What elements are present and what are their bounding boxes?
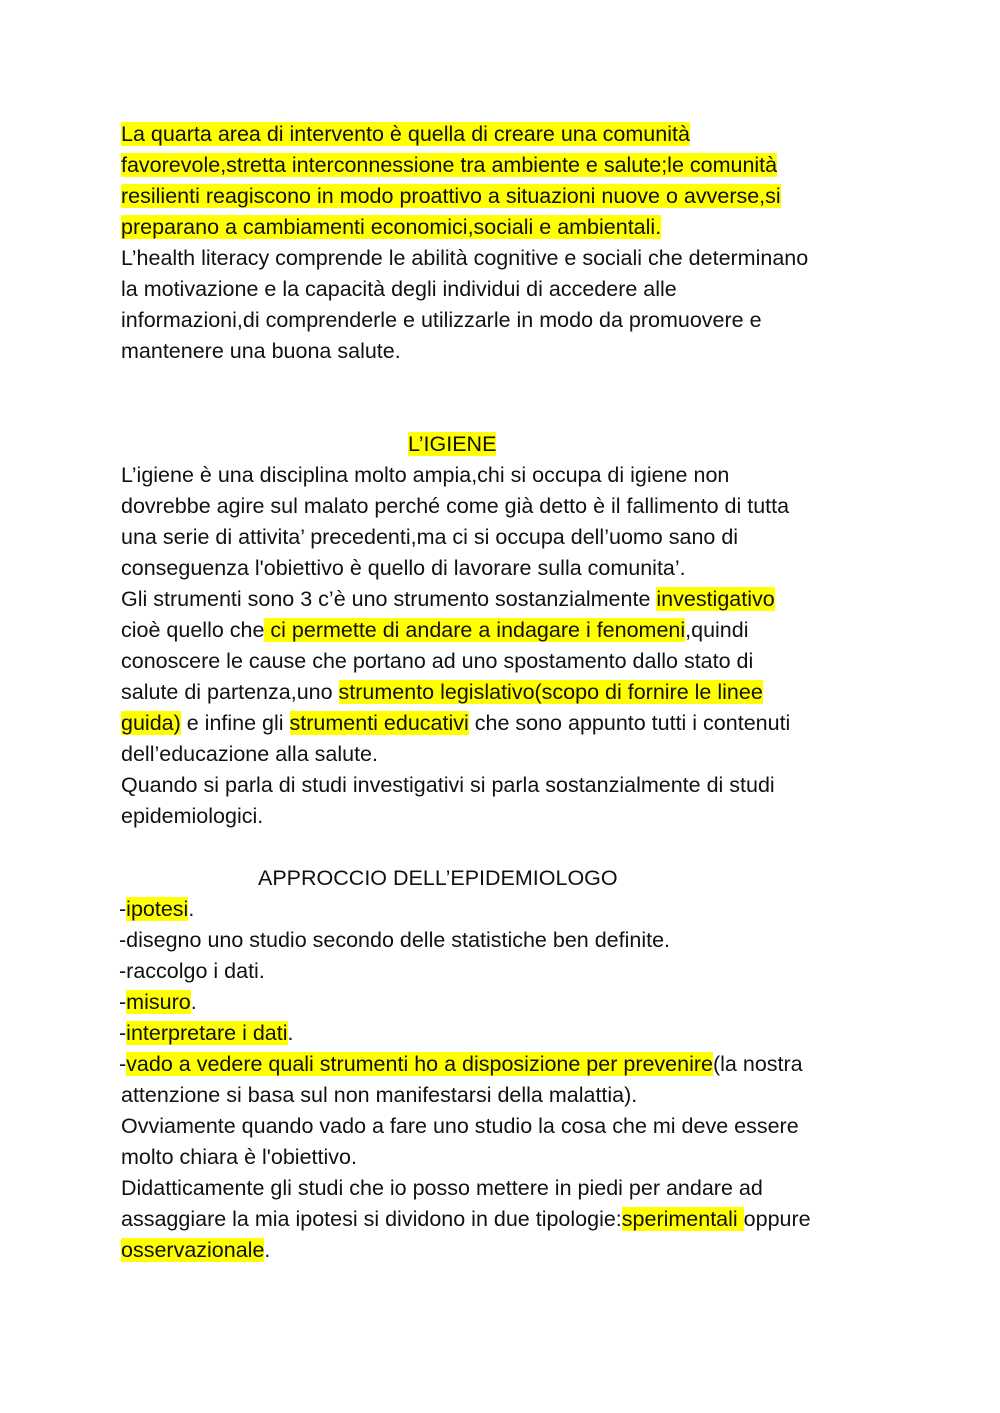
text-line: dell’educazione alla salute. xyxy=(121,742,378,766)
document-body xyxy=(121,119,911,1266)
paragraph-health-literacy xyxy=(121,243,911,367)
highlighted-text: strumento legislativo(scopo di fornire le linee xyxy=(338,680,763,704)
paragraph-igiene xyxy=(121,460,911,584)
list-item xyxy=(119,1018,911,1049)
text-line: attenzione si basa sul non manifestarsi della malattia). xyxy=(121,1083,638,1107)
list-item xyxy=(119,987,911,1018)
paragraph-tipologie xyxy=(121,1173,911,1266)
text-line: la motivazione e la capacità degli individui di accedere alle xyxy=(121,277,677,301)
text-span: . xyxy=(188,897,195,921)
highlighted-text: investigativo xyxy=(656,587,775,611)
highlighted-text: preparano a cambiamenti economici,sociali e ambientali. xyxy=(121,215,662,239)
text-span: Gli strumenti sono 3 c’è uno strumento sostanzialmente xyxy=(121,587,657,611)
paragraph-obiettivo xyxy=(121,1111,911,1173)
text-span: cioè quello che xyxy=(121,618,265,642)
text-span: ,quindi xyxy=(685,618,749,642)
text-span: salute di partenza,uno xyxy=(121,680,339,704)
highlighted-text: osservazionale xyxy=(121,1238,265,1262)
highlighted-text: La quarta area di intervento è quella di creare una comunità xyxy=(121,122,690,146)
highlighted-text: vado a vedere quali strumenti ho a disposizione per prevenire xyxy=(126,1052,713,1076)
paragraph-studi-investigativi xyxy=(121,770,911,832)
paragraph-strumenti xyxy=(121,584,911,770)
highlighted-text: resilienti reagiscono in modo proattivo a situazioni nuove o avverse,si xyxy=(121,184,781,208)
text-line: conoscere le cause che portano ad uno spostamento dallo stato di xyxy=(121,649,754,673)
text-line: L’igiene è una disciplina molto ampia,chi si occupa di igiene non xyxy=(121,463,730,487)
text-span: assaggiare la mia ipotesi si dividono in due tipologie: xyxy=(121,1207,622,1231)
highlighted-text: favorevole,stretta interconnessione tra ambiente e salute;le comunità xyxy=(121,153,778,177)
dash: - xyxy=(119,990,127,1014)
text-line: mantenere una buona salute. xyxy=(121,339,401,363)
highlighted-text: strumenti educativi xyxy=(289,711,469,735)
highlighted-text: L’IGIENE xyxy=(408,432,497,456)
text-line: epidemiologici. xyxy=(121,804,264,828)
text-line: molto chiara è l'obiettivo. xyxy=(121,1145,357,1169)
highlighted-text: ci permette di andare a indagare i fenomeni xyxy=(264,618,686,642)
highlighted-text: misuro xyxy=(126,990,191,1014)
section-heading-igiene xyxy=(121,429,911,460)
text-span: . xyxy=(287,1021,294,1045)
blank-line xyxy=(121,398,911,429)
text-line: informazioni,di comprenderle e utilizzarle in modo da promuovere e xyxy=(121,308,762,332)
text-span: e infine gli xyxy=(180,711,290,735)
highlighted-text: sperimentali xyxy=(621,1207,744,1231)
highlighted-text: interpretare i dati xyxy=(126,1021,288,1045)
blank-line xyxy=(121,832,911,863)
list-item: -raccolgo i dati. xyxy=(119,959,265,983)
text-line: Quando si parla di studi investigativi si parla sostanzialmente di studi xyxy=(121,773,775,797)
list-item xyxy=(119,1049,911,1080)
text-line: conseguenza l'obiettivo è quello di lavorare sulla comunita’. xyxy=(121,556,686,580)
dash: - xyxy=(119,1052,127,1076)
steps-list xyxy=(119,894,911,1080)
text-line: dovrebbe agire sul malato perché come già detto è il fallimento di tutta xyxy=(121,494,790,518)
highlighted-text: ipotesi xyxy=(126,897,189,921)
list-item: -disegno uno studio secondo delle statistiche ben definite. xyxy=(119,928,671,952)
highlighted-text: guida) xyxy=(121,711,181,735)
blank-line xyxy=(121,367,911,398)
text-line: Ovviamente quando vado a fare uno studio la cosa che mi deve essere xyxy=(121,1114,799,1138)
paragraph-community xyxy=(121,119,911,243)
text-line: L’health literacy comprende le abilità cognitive e sociali che determinano xyxy=(121,246,809,270)
section-heading-approccio: APPROCCIO DELL’EPIDEMIOLOGO xyxy=(258,866,618,890)
list-item xyxy=(119,894,911,925)
text-line: una serie di attivita’ precedenti,ma ci si occupa dell’uomo sano di xyxy=(121,525,739,549)
text-span: oppure xyxy=(743,1207,811,1231)
dash: - xyxy=(119,1021,127,1045)
text-span: (la nostra xyxy=(713,1052,803,1076)
text-span: che sono appunto tutti i contenuti xyxy=(468,711,791,735)
text-span: . xyxy=(190,990,197,1014)
text-span: . xyxy=(264,1238,271,1262)
dash: - xyxy=(119,897,127,921)
text-line: Didatticamente gli studi che io posso mettere in piedi per andare ad xyxy=(121,1176,763,1200)
